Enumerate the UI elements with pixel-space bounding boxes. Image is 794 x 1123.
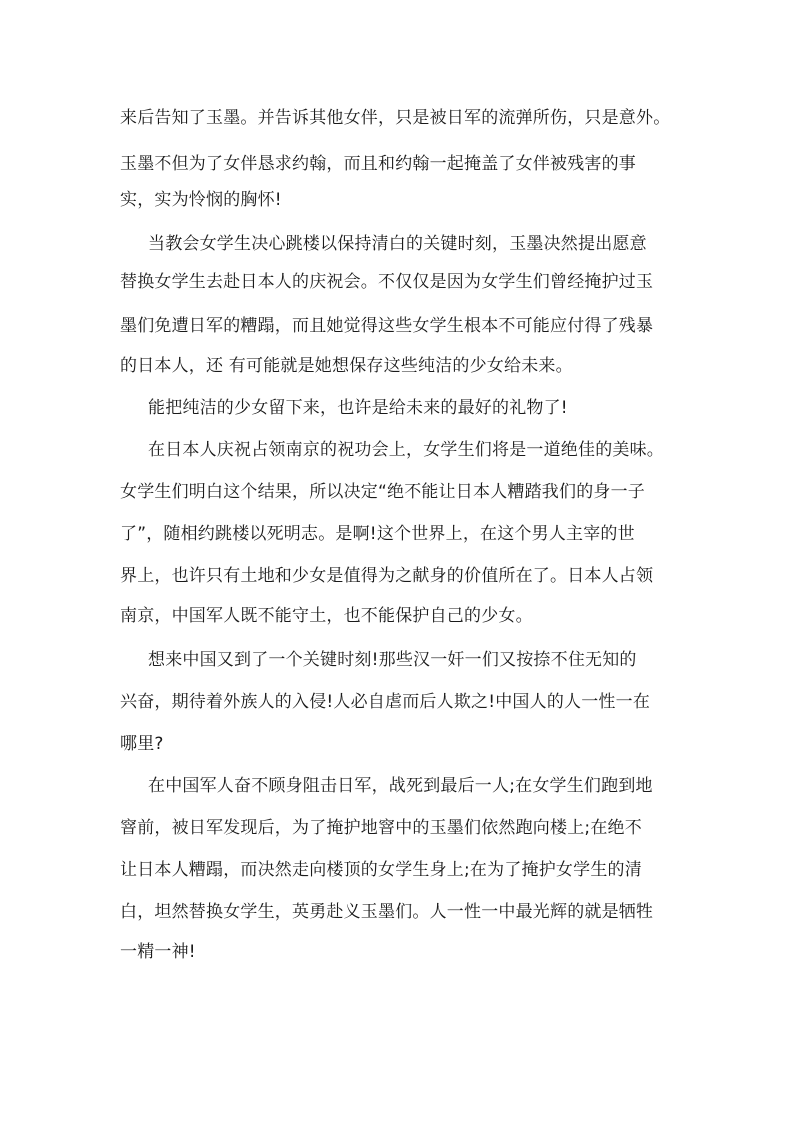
text-line: 界上，也许只有土地和少女是值得为之献身的价值所在了。日本人占领	[120, 566, 654, 586]
text-line: 兴奋，期待着外族人的入侵!人必自虐而后人欺之!中国人的人一性一在	[120, 692, 651, 712]
text-line: 白，坦然替换女学生，英勇赴义玉墨们。人一性一中最光辉的就是牺牲	[120, 902, 654, 922]
text-line: 在中国军人奋不顾身阻击日军，战死到最后一人;在女学生们跑到地	[148, 776, 653, 796]
text-line: 了”，随相约跳楼以死明志。是啊!这个世界上，在这个男人主宰的世	[120, 524, 635, 544]
text-line: 替换女学生去赴日本人的庆祝会。不仅仅是因为女学生们曾经掩护过玉	[120, 272, 654, 292]
text-line: 让日本人糟蹋，而决然走向楼顶的女学生身上;在为了掩护女学生的清	[120, 860, 642, 880]
text-line: 窨前，被日军发现后，为了掩护地窨中的玉墨们依然跑向楼上;在绝不	[120, 818, 642, 838]
text-line: 哪里?	[120, 734, 164, 754]
text-line: 在日本人庆祝占领南京的祝功会上，女学生们将是一道绝佳的美味。	[148, 440, 664, 460]
text-line: 墨们免遭日军的糟蹋，而且她觉得这些女学生根本不可能应付得了残暴	[120, 316, 654, 336]
text-line: 玉墨不但为了女伴恳求约翰，而且和约翰一起掩盖了女伴被残害的事	[120, 154, 636, 174]
text-line: 当教会女学生决心跳楼以保持清白的关键时刻，玉墨决然提出愿意	[148, 234, 647, 254]
text-line: 女学生们明白这个结果，所以决定“绝不能让日本人糟踏我们的身一子	[120, 482, 646, 502]
text-line: 能把纯洁的少女留下来，也许是给未来的最好的礼物了!	[148, 398, 568, 418]
text-line: 来后告知了玉墨。并告诉其他女伴，只是被日军的流弹所伤，只是意外。	[120, 108, 671, 128]
text-line: 的日本人，还 有可能就是她想保存这些纯洁的少女给未来。	[120, 356, 573, 376]
text-line: 想来中国又到了一个关键时刻!那些汉一奸一们又按捺不住无知的	[148, 650, 637, 670]
text-line: 实，实为怜悯的胸怀!	[120, 190, 282, 210]
text-line: 一精一神!	[120, 942, 196, 962]
text-line: 南京，中国军人既不能守土，也不能保护自己的少女。	[120, 606, 533, 626]
